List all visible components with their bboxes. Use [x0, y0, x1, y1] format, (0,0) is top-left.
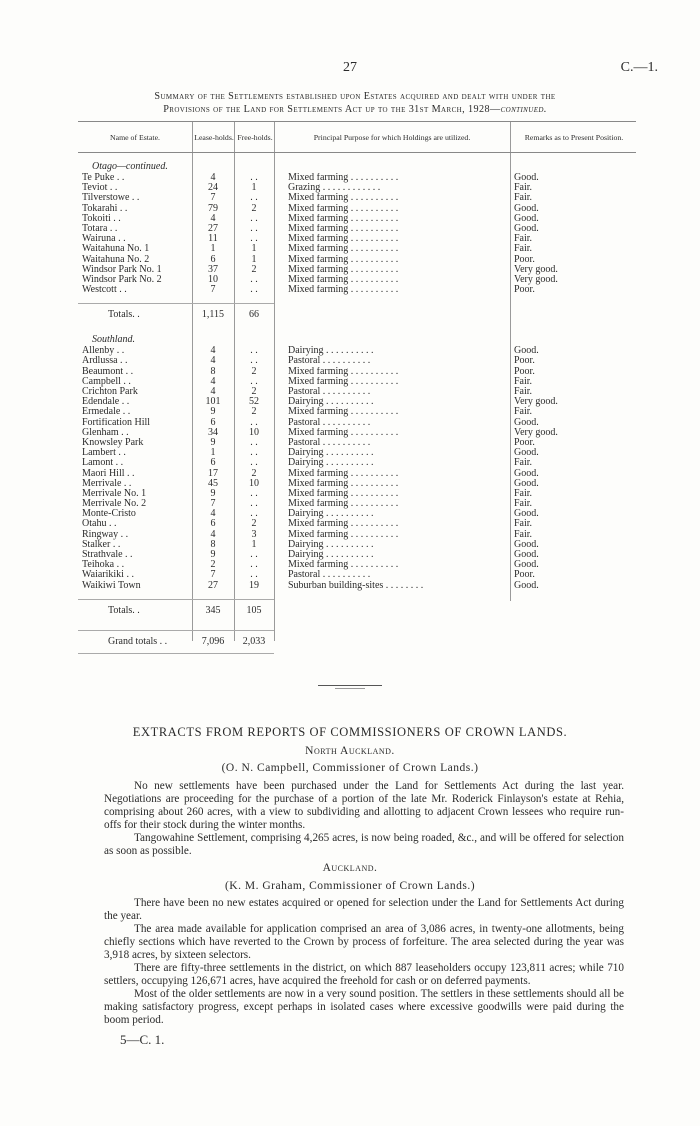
purpose-value: Mixed farming . . . . . . . . . . — [288, 529, 399, 540]
estate-name: Fortification Hill — [82, 417, 151, 428]
auckland-text — [104, 897, 624, 1027]
table-row — [78, 346, 636, 356]
freeholds-value: . . — [250, 222, 258, 234]
totals-leaseholds: 1,115 — [201, 309, 225, 321]
summary-title-line2-text: Provisions of the Land for Settlements Act up to the 31st March, 1928— — [163, 104, 501, 115]
header-freeholds: Free-holds. — [237, 132, 273, 142]
freeholds-value: . . — [250, 212, 258, 224]
freeholds-value: . . — [250, 375, 258, 387]
remarks-value: Good. — [514, 172, 539, 183]
estate-name: Windsor Park No. 1 — [82, 264, 162, 275]
leaseholds-value: 45 — [208, 477, 218, 489]
estate-name: Tokarahi . . — [82, 203, 128, 214]
freeholds-value: 2 — [251, 518, 257, 530]
freeholds-value: 10 — [249, 477, 259, 489]
estate-name: Totara . . — [82, 223, 118, 234]
section-divider — [318, 685, 382, 686]
purpose-value: Mixed farming . . . . . . . . . . — [288, 478, 399, 489]
grand-totals-row — [78, 630, 274, 654]
table-row — [78, 458, 636, 468]
leaseholds-value: 7 — [210, 498, 216, 510]
freeholds-value: . . — [250, 436, 258, 448]
purpose-value: Mixed farming . . . . . . . . . . — [288, 560, 399, 571]
estate-name: Waitahuna No. 1 — [82, 244, 150, 255]
purpose-value: Mixed farming . . . . . . . . . . — [288, 203, 399, 214]
leaseholds-value: 4 — [210, 172, 216, 183]
purpose-value: Mixed farming . . . . . . . . . . — [288, 264, 399, 275]
table-body — [78, 153, 636, 654]
freeholds-value: . . — [250, 559, 258, 571]
header-leaseholds: Lease-holds. — [194, 132, 234, 142]
estate-name: Knowsley Park — [82, 437, 144, 448]
table-row — [78, 234, 636, 244]
remarks-value: Fair. — [514, 518, 533, 530]
purpose-value: Mixed farming . . . . . . . . . . — [288, 213, 399, 224]
leaseholds-value: 17 — [208, 467, 218, 479]
leaseholds-value: 27 — [208, 579, 218, 591]
totals-leaseholds: 345 — [205, 604, 221, 616]
estate-name: Allenby . . — [82, 346, 125, 357]
leaseholds-value: 34 — [208, 426, 218, 438]
totals-freeholds: 105 — [246, 604, 262, 616]
leaseholds-value: 11 — [208, 233, 218, 245]
remarks-value: Good. — [514, 447, 539, 459]
footer-reference: 5—C. 1. — [120, 1032, 165, 1047]
estate-name: Maori Hill . . — [82, 468, 135, 479]
leaseholds-value: 9 — [210, 436, 216, 448]
table-row — [78, 540, 636, 550]
remarks-value: Good. — [514, 345, 539, 357]
purpose-value: Mixed farming . . . . . . . . . . — [288, 173, 399, 183]
table-row — [78, 377, 636, 387]
leaseholds-value: 7 — [210, 284, 216, 296]
leaseholds-value: 9 — [210, 549, 216, 560]
leaseholds-value: 1 — [210, 447, 216, 459]
freeholds-value: 1 — [251, 538, 257, 550]
table-row — [78, 173, 636, 183]
remarks-value: Good. — [514, 579, 539, 591]
estate-name: Stalker . . — [82, 539, 121, 550]
remarks-value: Good. — [514, 416, 539, 428]
estate-name: Tokoiti . . — [82, 213, 121, 224]
table-row — [78, 581, 636, 591]
table-row — [78, 367, 636, 377]
table-row — [78, 509, 636, 519]
purpose-value: Mixed farming . . . . . . . . . . — [288, 366, 399, 377]
header-purpose: Principal Purpose for which Holdings are utilized. — [313, 132, 471, 142]
auckland-heading: Auckland. — [322, 862, 378, 874]
remarks-value: Good. — [514, 538, 539, 550]
freeholds-value: . . — [250, 192, 258, 204]
leaseholds-value: 8 — [210, 365, 216, 377]
leaseholds-value: 4 — [210, 212, 216, 224]
table-row — [78, 224, 636, 234]
freeholds-value: 1 — [251, 182, 257, 194]
page-number: 27 — [343, 60, 357, 75]
remarks-value: Poor. — [514, 365, 535, 377]
north-auckland-commissioner: (O. N. Campbell, Commissioner of Crown Lands.) — [221, 762, 479, 774]
remarks-value: Good. — [514, 477, 539, 489]
leaseholds-value: 6 — [210, 253, 216, 265]
remarks-value: Fair. — [514, 233, 533, 245]
leaseholds-value: 37 — [208, 263, 218, 275]
summary-title-line1: Summary of the Settlements established upon Estates acquired and dealt with under the — [154, 91, 556, 102]
table-row — [78, 479, 636, 489]
remarks-value: Good. — [514, 559, 539, 571]
leaseholds-value: 6 — [210, 457, 216, 469]
remarks-value: Very good. — [514, 396, 558, 408]
paragraph: No new settlements have been purchased under the Land for Settlements Act during the last year. Negotiations are proceeding for the purchase of a portion of the late Mr. Roderick Finlayson's estate at Rehia, comprising about 260 acres, with a view to subdividing and allotting to adjacent Crown lessees who require run-offs for their stock during the winter months. — [104, 780, 624, 831]
freeholds-value: . . — [250, 487, 258, 499]
estate-name: Beaumont . . — [82, 366, 134, 377]
freeholds-value: . . — [250, 284, 258, 296]
leaseholds-value: 6 — [210, 416, 216, 428]
freeholds-value: . . — [250, 498, 258, 510]
remarks-value: Fair. — [514, 528, 533, 540]
table-row — [78, 193, 636, 203]
purpose-value: Mixed farming . . . . . . . . . . — [288, 499, 399, 510]
purpose-value: Mixed farming . . . . . . . . . . — [288, 244, 399, 255]
purpose-value: Dairying . . . . . . . . . . — [288, 539, 374, 550]
summary-title-continued: continued. — [500, 104, 547, 115]
remarks-value: Fair. — [514, 375, 533, 387]
header-name: Name of Estate. — [109, 132, 160, 142]
north-auckland-heading: North Auckland. — [305, 745, 395, 757]
freeholds-value: 2 — [251, 202, 257, 214]
purpose-value: Mixed farming . . . . . . . . . . — [288, 488, 399, 499]
freeholds-value: . . — [250, 569, 258, 581]
purpose-value: Mixed farming . . . . . . . . . . — [288, 407, 399, 418]
grand-totals-leaseholds: 7,096 — [201, 635, 225, 647]
remarks-value: Good. — [514, 508, 539, 520]
north-auckland-text — [104, 780, 624, 858]
estate-name: Merrivale . . — [82, 478, 132, 489]
freeholds-value: 19 — [249, 579, 259, 591]
remarks-value: Fair. — [514, 406, 533, 418]
freeholds-value: 1 — [251, 243, 257, 255]
freeholds-value: . . — [250, 457, 258, 469]
remarks-value: Fair. — [514, 386, 533, 397]
estate-name: Crichton Park — [82, 387, 138, 397]
header-remarks: Remarks as to Present Position. — [524, 132, 624, 142]
freeholds-value: 2 — [251, 406, 257, 418]
estate-name: Otahu . . — [82, 519, 117, 530]
totals-row — [78, 303, 274, 326]
estate-name: Merrivale No. 1 — [82, 488, 147, 499]
settlements-table — [78, 121, 636, 654]
purpose-value: Pastoral . . . . . . . . . . — [288, 356, 371, 367]
auckland-commissioner: (K. M. Graham, Commissioner of Crown Lands.) — [224, 880, 476, 892]
purpose-value: Dairying . . . . . . . . . . — [288, 509, 374, 520]
table-row — [78, 519, 636, 529]
purpose-value: Grazing . . . . . . . . . . . . — [288, 183, 381, 194]
remarks-value: Fair. — [514, 457, 533, 469]
freeholds-value: 2 — [251, 365, 257, 377]
remarks-value: Fair. — [514, 487, 533, 499]
leaseholds-value: 1 — [210, 243, 216, 255]
paragraph: Tangowahine Settlement, comprising 4,265 acres, is now being roaded, &c., and will be offered for selection as soon as possible. — [104, 832, 624, 857]
purpose-value: Dairying . . . . . . . . . . — [288, 346, 374, 357]
leaseholds-value: 8 — [210, 538, 216, 550]
table-row — [78, 285, 636, 295]
estate-name: Waitahuna No. 2 — [82, 254, 150, 265]
remarks-value: Good. — [514, 222, 539, 234]
purpose-value: Pastoral . . . . . . . . . . — [288, 437, 371, 448]
purpose-value: Pastoral . . . . . . . . . . — [288, 570, 371, 581]
estate-name: Glenham . . — [82, 427, 129, 438]
table-row — [78, 489, 636, 499]
totals-label: Totals. . — [108, 604, 140, 616]
remarks-value: Poor. — [514, 569, 535, 581]
purpose-value: Mixed farming . . . . . . . . . . — [288, 223, 399, 234]
estate-name: Waiarikiki . . — [82, 570, 134, 581]
leaseholds-value: 24 — [208, 182, 218, 194]
paragraph: Most of the older settlements are now in a very sound position. The settlers in these settlements should all be making satisfactory progress, except perhaps in isolated cases where excessive goodwills were paid during the boom period. — [104, 988, 624, 1026]
table-row — [78, 469, 636, 479]
grand-totals-label: Grand totals . . — [108, 635, 168, 647]
estate-name: Waikiwi Town — [82, 580, 141, 591]
leaseholds-value: 4 — [210, 345, 216, 357]
estate-name: Tilverstowe . . — [82, 193, 140, 204]
purpose-value: Dairying . . . . . . . . . . — [288, 397, 374, 408]
freeholds-value: . . — [250, 508, 258, 520]
estate-name: Lambert . . — [82, 448, 126, 459]
table-row — [78, 214, 636, 224]
table-row — [78, 438, 636, 448]
estate-name: Wairuna . . — [82, 234, 126, 245]
freeholds-value: 2 — [251, 467, 257, 479]
leaseholds-value: 4 — [210, 508, 216, 520]
purpose-value: Dairying . . . . . . . . . . — [288, 550, 374, 560]
remarks-value: Very good. — [514, 426, 558, 438]
purpose-value: Suburban building-sites . . . . . . . . — [288, 580, 424, 591]
remarks-value: Very good. — [514, 263, 558, 275]
purpose-value: Pastoral . . . . . . . . . . — [288, 387, 371, 397]
table-row — [78, 275, 636, 285]
remarks-value: Very good. — [514, 273, 558, 285]
leaseholds-value: 2 — [210, 559, 216, 571]
remarks-value: Good. — [514, 467, 539, 479]
leaseholds-value: 7 — [210, 569, 216, 581]
estate-name: Teihoka . . — [82, 560, 125, 571]
leaseholds-value: 4 — [210, 528, 216, 540]
freeholds-value: . . — [250, 233, 258, 245]
remarks-value: Fair. — [514, 182, 533, 194]
paragraph: There have been no new estates acquired or opened for selection under the Land for Settlements Act during the year. — [104, 897, 624, 922]
leaseholds-value: 6 — [210, 518, 216, 530]
summary-title-line2 — [60, 103, 650, 116]
purpose-value: Mixed farming . . . . . . . . . . — [288, 519, 399, 530]
leaseholds-value: 9 — [210, 487, 216, 499]
leaseholds-value: 27 — [208, 222, 218, 234]
table-row — [78, 428, 636, 438]
freeholds-value: . . — [250, 355, 258, 367]
paragraph: There are fifty-three settlements in the district, on which 887 leaseholders occupy 123,811 acres; while 710 settlers, occupying 126,671 acres, have acquired the freehold for cash or on deferred payments. — [104, 962, 624, 987]
estate-name: Te Puke . . — [82, 173, 125, 183]
table-row — [78, 407, 636, 417]
freeholds-value: 10 — [249, 426, 259, 438]
remarks-value: Good. — [514, 549, 539, 560]
table-row — [78, 499, 636, 509]
purpose-value: Mixed farming . . . . . . . . . . — [288, 274, 399, 285]
estate-name: Westcott . . — [82, 285, 127, 296]
purpose-value: Mixed farming . . . . . . . . . . — [288, 234, 399, 245]
purpose-value: Mixed farming . . . . . . . . . . — [288, 427, 399, 438]
remarks-value: Poor. — [514, 284, 535, 296]
remarks-value: Fair. — [514, 498, 533, 510]
leaseholds-value: 4 — [210, 386, 216, 397]
table-row — [78, 570, 636, 580]
document-reference: C.—1. — [620, 60, 658, 75]
totals-row — [78, 599, 274, 622]
extracts-title: EXTRACTS FROM REPORTS OF COMMISSIONERS OF CROWN LANDS. — [132, 725, 568, 739]
freeholds-value: . . — [250, 447, 258, 459]
leaseholds-value: 9 — [210, 406, 216, 418]
purpose-value: Mixed farming . . . . . . . . . . — [288, 285, 399, 296]
table-row — [78, 244, 636, 254]
table-row — [78, 448, 636, 458]
leaseholds-value: 4 — [210, 375, 216, 387]
freeholds-value: . . — [250, 273, 258, 285]
freeholds-value: . . — [250, 345, 258, 357]
section-label: Otago—continued. — [92, 161, 168, 172]
grand-totals-freeholds: 2,033 — [242, 635, 266, 647]
freeholds-value: . . — [250, 172, 258, 183]
estate-name: Ermedale . . — [82, 407, 131, 418]
freeholds-value: 3 — [251, 528, 257, 540]
leaseholds-value: 10 — [208, 273, 218, 285]
leaseholds-value: 7 — [210, 192, 216, 204]
table-row — [78, 204, 636, 214]
estate-name: Lamont . . — [82, 458, 124, 469]
freeholds-value: . . — [250, 416, 258, 428]
remarks-value: Poor. — [514, 253, 535, 265]
leaseholds-value: 4 — [210, 355, 216, 367]
totals-label: Totals. . — [108, 309, 140, 321]
estate-name: Monte-Cristo — [82, 509, 136, 520]
estate-name: Merrivale No. 2 — [82, 499, 147, 510]
remarks-value: Good. — [514, 212, 539, 224]
table-row — [78, 356, 636, 366]
section-label: Southland. — [92, 334, 136, 346]
freeholds-value: 1 — [251, 253, 257, 265]
table-row — [78, 550, 636, 560]
table-row — [78, 530, 636, 540]
purpose-value: Pastoral . . . . . . . . . . — [288, 417, 371, 428]
leaseholds-value: 79 — [208, 202, 218, 214]
estate-name: Campbell . . — [82, 376, 131, 387]
freeholds-value: . . — [250, 549, 258, 560]
purpose-value: Mixed farming . . . . . . . . . . — [288, 193, 399, 204]
section-divider-short — [335, 688, 365, 689]
purpose-value: Mixed farming . . . . . . . . . . — [288, 254, 399, 265]
freeholds-value: 52 — [249, 396, 259, 408]
table-header — [78, 121, 636, 153]
freeholds-value: 2 — [251, 386, 257, 397]
remarks-value: Fair. — [514, 192, 533, 204]
purpose-value: Mixed farming . . . . . . . . . . — [288, 376, 399, 387]
estate-name: Ardlussa . . — [82, 356, 128, 367]
freeholds-value: 2 — [251, 263, 257, 275]
table-row — [78, 183, 636, 193]
remarks-value: Poor. — [514, 355, 535, 367]
totals-freeholds: 66 — [249, 309, 259, 321]
purpose-value: Mixed farming . . . . . . . . . . — [288, 468, 399, 479]
purpose-value: Dairying . . . . . . . . . . — [288, 458, 374, 469]
table-row — [78, 560, 636, 570]
paragraph: The area made available for application comprised an area of 3,086 acres, in twenty-one allotments, being chiefly sections which have reverted to the Crown by process of forfeiture. The area selected during the year was 3,918 acres, by sixteen selectors. — [104, 923, 624, 961]
remarks-value: Fair. — [514, 243, 533, 255]
remarks-value: Poor. — [514, 436, 535, 448]
estate-name: Windsor Park No. 2 — [82, 274, 162, 285]
table-row — [78, 397, 636, 407]
purpose-value: Dairying . . . . . . . . . . — [288, 448, 374, 459]
estate-name: Teviot . . — [82, 183, 118, 194]
estate-name: Edendale . . — [82, 397, 130, 408]
remarks-value: Good. — [514, 202, 539, 214]
estate-name: Ringway . . — [82, 529, 129, 540]
leaseholds-value: 101 — [205, 396, 221, 408]
summary-title — [60, 90, 650, 116]
estate-name: Strathvale . . — [82, 550, 133, 560]
